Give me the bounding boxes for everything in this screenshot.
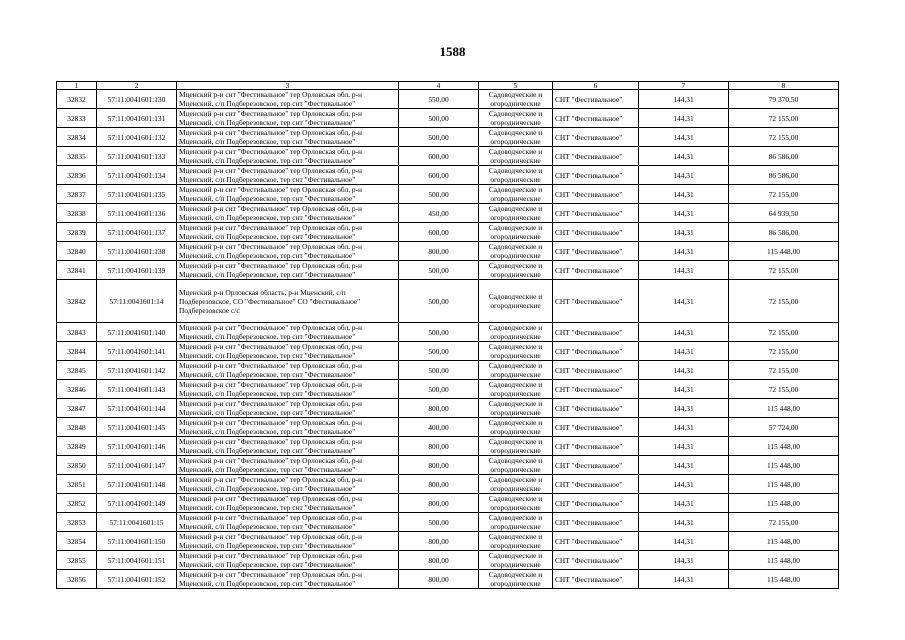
table-row [57,90,839,109]
snt-name-cell: СНТ "Фестивальное" [553,532,639,551]
land-use-cell: Садоводческие и огороднические [479,109,553,128]
cadastral-value-cell: 115 448,00 [729,399,839,418]
table-row [57,494,839,513]
snt-name-cell: СНТ "Фестивальное" [553,261,639,280]
row-number-cell: 32838 [57,204,97,223]
land-use-cell: Садоводческие и огороднические [479,342,553,361]
cadastral-number-cell: 57:11:0041601:149 [97,494,177,513]
area-cell: 800,00 [399,475,479,494]
area-cell: 800,00 [399,456,479,475]
cadastral-value-cell: 72 155,00 [729,109,839,128]
snt-name-cell: СНТ "Фестивальное" [553,323,639,342]
cadastral-number-cell: 57:11:0041601:134 [97,166,177,185]
address-cell: Мценский р-н снт "Фестивальное" тер Орловская обл, р-н Мценский, с/п Подберезовское, тер снт "Фестивальное" [177,342,399,361]
cadastral-value-cell: 86 586,00 [729,223,839,242]
area-cell: 500,00 [399,380,479,399]
address-cell: Мценский р-н снт "Фестивальное" тер Орловская обл, р-н Мценский, с/п Подберезовское, тер снт "Фестивальное" [177,456,399,475]
row-number-cell: 32844 [57,342,97,361]
cadastral-rate-cell: 144,31 [639,380,729,399]
cadastral-value-cell: 115 448,00 [729,532,839,551]
area-cell: 800,00 [399,242,479,261]
row-number-cell: 32840 [57,242,97,261]
address-cell: Мценский р-н снт "Фестивальное" тер Орловская обл, р-н Мценский, с/п Подберезовское, тер снт "Фестивальное" [177,147,399,166]
row-number-cell: 32843 [57,323,97,342]
snt-name-cell: СНТ "Фестивальное" [553,223,639,242]
row-number-cell: 32849 [57,437,97,456]
cadastral-number-cell: 57:11:0041601:140 [97,323,177,342]
row-number-cell: 32833 [57,109,97,128]
address-cell: Мценский р-н снт "Фестивальное" тер Орловская обл, р-н Мценский, с/п Подберезовское, тер снт "Фестивальное" [177,185,399,204]
cadastral-rate-cell: 144,31 [639,456,729,475]
row-number-cell: 32848 [57,418,97,437]
cadastral-rate-cell: 144,31 [639,90,729,109]
address-cell: Мценский р-н снт "Фестивальное" тер Орловская обл, р-н Мценский, с/п Подберезовское, тер снт "Фестивальное" [177,361,399,380]
snt-name-cell: СНТ "Фестивальное" [553,437,639,456]
cadastral-value-cell: 115 448,00 [729,437,839,456]
cadastral-value-cell: 86 586,00 [729,147,839,166]
table-row [57,242,839,261]
cadastral-value-cell: 115 448,00 [729,456,839,475]
row-number-cell: 32841 [57,261,97,280]
land-use-cell: Садоводческие и огороднические [479,323,553,342]
cadastral-value-cell: 72 155,00 [729,361,839,380]
snt-name-cell: СНТ "Фестивальное" [553,361,639,380]
table-row [57,323,839,342]
land-use-cell: Садоводческие и огороднические [479,532,553,551]
table-row [57,456,839,475]
cadastral-number-cell: 57:11:0041601:145 [97,418,177,437]
table-row [57,513,839,532]
area-cell: 450,00 [399,204,479,223]
cadastral-value-cell: 115 448,00 [729,475,839,494]
table-row [57,361,839,380]
address-cell: Мценский р-н снт "Фестивальное" тер Орловская обл, р-н Мценский, с/п Подберезовское, тер снт "Фестивальное" [177,418,399,437]
table-row [57,185,839,204]
area-cell: 500,00 [399,280,479,323]
row-number-cell: 32832 [57,90,97,109]
address-cell: Мценский р-н снт "Фестивальное" тер Орловская обл, р-н Мценский, с/п Подберезовское, тер снт "Фестивальное" [177,261,399,280]
row-number-cell: 32837 [57,185,97,204]
cadastral-value-cell: 72 155,00 [729,513,839,532]
area-cell: 800,00 [399,494,479,513]
land-use-cell: Садоводческие и огороднические [479,494,553,513]
cadastral-number-cell: 57:11:0041601:147 [97,456,177,475]
cadastral-value-cell: 72 155,00 [729,280,839,323]
cadastral-rate-cell: 144,31 [639,128,729,147]
row-number-cell: 32851 [57,475,97,494]
land-use-cell: Садоводческие и огороднические [479,223,553,242]
address-cell: Мценский р-н снт "Фестивальное" тер Орловская обл, р-н Мценский, с/п Подберезовское, тер снт "Фестивальное" [177,494,399,513]
table-row [57,570,839,589]
cadastral-value-cell: 72 155,00 [729,128,839,147]
snt-name-cell: СНТ "Фестивальное" [553,570,639,589]
cadastral-number-cell: 57:11:0041601:146 [97,437,177,456]
row-number-cell: 32853 [57,513,97,532]
area-cell: 600,00 [399,166,479,185]
row-number-cell: 32850 [57,456,97,475]
land-use-cell: Садоводческие и огороднические [479,551,553,570]
cadastral-rate-cell: 144,31 [639,361,729,380]
cadastral-value-cell: 115 448,00 [729,242,839,261]
cadastral-number-cell: 57:11:0041601:151 [97,551,177,570]
cadastral-number-cell: 57:11:0041601:137 [97,223,177,242]
land-use-cell: Садоводческие и огороднические [479,147,553,166]
area-cell: 500,00 [399,109,479,128]
row-number-cell: 32845 [57,361,97,380]
table-row [57,437,839,456]
land-use-cell: Садоводческие и огороднические [479,399,553,418]
column-header-7: 7 [639,82,729,90]
snt-name-cell: СНТ "Фестивальное" [553,90,639,109]
address-cell: Мценский р-н снт "Фестивальное" тер Орловская обл, р-н Мценский, с/п Подберезовское, тер снт "Фестивальное" [177,90,399,109]
land-use-cell: Садоводческие и огороднические [479,456,553,475]
snt-name-cell: СНТ "Фестивальное" [553,128,639,147]
address-cell: Мценский р-н снт "Фестивальное" тер Орловская обл, р-н Мценский, с/п Подберезовское, тер снт "Фестивальное" [177,532,399,551]
row-number-cell: 32839 [57,223,97,242]
area-cell: 550,00 [399,90,479,109]
column-header-1: 1 [57,82,97,90]
land-use-cell: Садоводческие и огороднические [479,513,553,532]
address-cell: Мценский р-н снт "Фестивальное" тер Орловская обл, р-н Мценский, с/п Подберезовское, тер снт "Фестивальное" [177,570,399,589]
cadastral-value-cell: 57 724,00 [729,418,839,437]
cadastral-number-cell: 57:11:0041601:14 [97,280,177,323]
cadastral-rate-cell: 144,31 [639,532,729,551]
cadastral-rate-cell: 144,31 [639,185,729,204]
cadastral-rate-cell: 144,31 [639,242,729,261]
cadastral-rate-cell: 144,31 [639,204,729,223]
cadastral-value-cell: 115 448,00 [729,570,839,589]
snt-name-cell: СНТ "Фестивальное" [553,185,639,204]
snt-name-cell: СНТ "Фестивальное" [553,147,639,166]
cadastral-rate-cell: 144,31 [639,513,729,532]
address-cell: Мценский р-н снт "Фестивальное" тер Орловская обл, р-н Мценский, с/п Подберезовское, тер снт "Фестивальное" [177,109,399,128]
address-cell: Мценский р-н снт "Фестивальное" тер Орловская обл, р-н Мценский, с/п Подберезовское, тер снт "Фестивальное" [177,204,399,223]
land-registry-table [56,81,839,589]
cadastral-number-cell: 57:11:0041601:15 [97,513,177,532]
land-use-cell: Садоводческие и огороднические [479,437,553,456]
address-cell: Мценский р-н снт "Фестивальное" тер Орловская обл, р-н Мценский, с/п Подберезовское, тер снт "Фестивальное" [177,380,399,399]
row-number-cell: 32852 [57,494,97,513]
cadastral-number-cell: 57:11:0041601:150 [97,532,177,551]
row-number-cell: 32835 [57,147,97,166]
table-header [57,82,839,90]
cadastral-value-cell: 72 155,00 [729,185,839,204]
table-row [57,204,839,223]
row-number-cell: 32855 [57,551,97,570]
cadastral-value-cell: 86 586,00 [729,166,839,185]
cadastral-value-cell: 115 448,00 [729,551,839,570]
cadastral-number-cell: 57:11:0041601:136 [97,204,177,223]
snt-name-cell: СНТ "Фестивальное" [553,242,639,261]
snt-name-cell: СНТ "Фестивальное" [553,399,639,418]
row-number-cell: 32854 [57,532,97,551]
snt-name-cell: СНТ "Фестивальное" [553,551,639,570]
area-cell: 500,00 [399,128,479,147]
cadastral-rate-cell: 144,31 [639,551,729,570]
table-row [57,280,839,323]
table-row [57,399,839,418]
address-cell: Мценский р-н снт "Фестивальное" тер Орловская обл, р-н Мценский, с/п Подберезовское, тер снт "Фестивальное" [177,475,399,494]
cadastral-value-cell: 64 939,50 [729,204,839,223]
cadastral-number-cell: 57:11:0041601:138 [97,242,177,261]
snt-name-cell: СНТ "Фестивальное" [553,109,639,128]
cadastral-number-cell: 57:11:0041601:152 [97,570,177,589]
cadastral-value-cell: 72 155,00 [729,323,839,342]
table-row [57,342,839,361]
row-number-cell: 32842 [57,280,97,323]
address-cell: Мценский р-н снт "Фестивальное" тер Орловская обл, р-н Мценский, с/п Подберезовское, тер снт "Фестивальное" [177,323,399,342]
page-number: 1588 [439,44,466,59]
land-use-cell: Садоводческие и огороднические [479,185,553,204]
cadastral-number-cell: 57:11:0041601:130 [97,90,177,109]
snt-name-cell: СНТ "Фестивальное" [553,166,639,185]
cadastral-rate-cell: 144,31 [639,494,729,513]
land-use-cell: Садоводческие и огороднические [479,261,553,280]
area-cell: 800,00 [399,399,479,418]
snt-name-cell: СНТ "Фестивальное" [553,475,639,494]
land-use-cell: Садоводческие и огороднические [479,166,553,185]
cadastral-number-cell: 57:11:0041601:141 [97,342,177,361]
table-row [57,551,839,570]
cadastral-number-cell: 57:11:0041601:133 [97,147,177,166]
land-use-cell: Садоводческие и огороднические [479,361,553,380]
address-cell: Мценский р-н снт "Фестивальное" тер Орловская обл, р-н Мценский, с/п Подберезовское, тер снт "Фестивальное" [177,513,399,532]
column-header-6: 6 [553,82,639,90]
table-row [57,109,839,128]
cadastral-rate-cell: 144,31 [639,570,729,589]
area-cell: 800,00 [399,437,479,456]
cadastral-number-cell: 57:11:0041601:135 [97,185,177,204]
cadastral-number-cell: 57:11:0041601:143 [97,380,177,399]
area-cell: 400,00 [399,418,479,437]
column-header-3: 3 [177,82,399,90]
row-number-cell: 32846 [57,380,97,399]
area-cell: 500,00 [399,513,479,532]
address-cell: Мценский р-н снт "Фестивальное" тер Орловская обл, р-н Мценский, с/п Подберезовское, тер снт "Фестивальное" [177,242,399,261]
column-header-5: 5 [479,82,553,90]
snt-name-cell: СНТ "Фестивальное" [553,380,639,399]
table-row [57,166,839,185]
cadastral-value-cell: 115 448,00 [729,494,839,513]
snt-name-cell: СНТ "Фестивальное" [553,494,639,513]
cadastral-rate-cell: 144,31 [639,261,729,280]
land-use-cell: Садоводческие и огороднические [479,204,553,223]
table-row [57,418,839,437]
cadastral-number-cell: 57:11:0041601:142 [97,361,177,380]
column-header-4: 4 [399,82,479,90]
land-use-cell: Садоводческие и огороднические [479,242,553,261]
area-cell: 500,00 [399,342,479,361]
address-cell: Мценский р-н Орловская область, р-н Мценский, с/п Подберезовское, СО "Фестивальное" СО "Фестивальное" Подберезовское с/с [177,280,399,323]
row-number-cell: 32834 [57,128,97,147]
table-row [57,223,839,242]
address-cell: Мценский р-н снт "Фестивальное" тер Орловская обл, р-н Мценский, с/п Подберезовское, тер снт "Фестивальное" [177,551,399,570]
address-cell: Мценский р-н снт "Фестивальное" тер Орловская обл, р-н Мценский, с/п Подберезовское, тер снт "Фестивальное" [177,166,399,185]
table-row [57,475,839,494]
area-cell: 800,00 [399,551,479,570]
area-cell: 800,00 [399,532,479,551]
land-use-cell: Садоводческие и огороднические [479,90,553,109]
address-cell: Мценский р-н снт "Фестивальное" тер Орловская обл, р-н Мценский, с/п Подберезовское, тер снт "Фестивальное" [177,399,399,418]
cadastral-number-cell: 57:11:0041601:148 [97,475,177,494]
row-number-cell: 32856 [57,570,97,589]
cadastral-rate-cell: 144,31 [639,223,729,242]
area-cell: 500,00 [399,323,479,342]
cadastral-rate-cell: 144,31 [639,109,729,128]
column-header-8: 8 [729,82,839,90]
table-body [57,90,839,589]
cadastral-number-cell: 57:11:0041601:132 [97,128,177,147]
snt-name-cell: СНТ "Фестивальное" [553,418,639,437]
area-cell: 600,00 [399,223,479,242]
land-use-cell: Садоводческие и огороднические [479,380,553,399]
land-use-cell: Садоводческие и огороднические [479,475,553,494]
land-use-cell: Садоводческие и огороднические [479,570,553,589]
cadastral-value-cell: 72 155,00 [729,380,839,399]
snt-name-cell: СНТ "Фестивальное" [553,204,639,223]
table-row [57,532,839,551]
cadastral-number-cell: 57:11:0041601:139 [97,261,177,280]
area-cell: 500,00 [399,185,479,204]
cadastral-rate-cell: 144,31 [639,280,729,323]
area-cell: 600,00 [399,147,479,166]
cadastral-value-cell: 72 155,00 [729,261,839,280]
cadastral-value-cell: 79 370,50 [729,90,839,109]
land-use-cell: Садоводческие и огороднические [479,418,553,437]
cadastral-rate-cell: 144,31 [639,399,729,418]
area-cell: 500,00 [399,261,479,280]
column-header-2: 2 [97,82,177,90]
snt-name-cell: СНТ "Фестивальное" [553,280,639,323]
address-cell: Мценский р-н снт "Фестивальное" тер Орловская обл, р-н Мценский, с/п Подберезовское, тер снт "Фестивальное" [177,128,399,147]
table-row [57,147,839,166]
cadastral-number-cell: 57:11:0041601:131 [97,109,177,128]
address-cell: Мценский р-н снт "Фестивальное" тер Орловская обл, р-н Мценский, с/п Подберезовское, тер снт "Фестивальное" [177,223,399,242]
address-cell: Мценский р-н снт "Фестивальное" тер Орловская обл, р-н Мценский, с/п Подберезовское, тер снт "Фестивальное" [177,437,399,456]
land-use-cell: Садоводческие и огороднические [479,128,553,147]
table-row [57,380,839,399]
cadastral-rate-cell: 144,31 [639,323,729,342]
row-number-cell: 32836 [57,166,97,185]
land-use-cell: Садоводческие и огороднические [479,280,553,323]
area-cell: 800,00 [399,570,479,589]
cadastral-rate-cell: 144,31 [639,147,729,166]
cadastral-rate-cell: 144,31 [639,342,729,361]
row-number-cell: 32847 [57,399,97,418]
cadastral-rate-cell: 144,31 [639,166,729,185]
cadastral-rate-cell: 144,31 [639,418,729,437]
snt-name-cell: СНТ "Фестивальное" [553,513,639,532]
header-row [57,82,839,90]
area-cell: 500,00 [399,361,479,380]
cadastral-number-cell: 57:11:0041601:144 [97,399,177,418]
cadastral-value-cell: 72 155,00 [729,342,839,361]
cadastral-rate-cell: 144,31 [639,475,729,494]
table-row [57,128,839,147]
snt-name-cell: СНТ "Фестивальное" [553,456,639,475]
table-row [57,261,839,280]
snt-name-cell: СНТ "Фестивальное" [553,342,639,361]
cadastral-rate-cell: 144,31 [639,437,729,456]
